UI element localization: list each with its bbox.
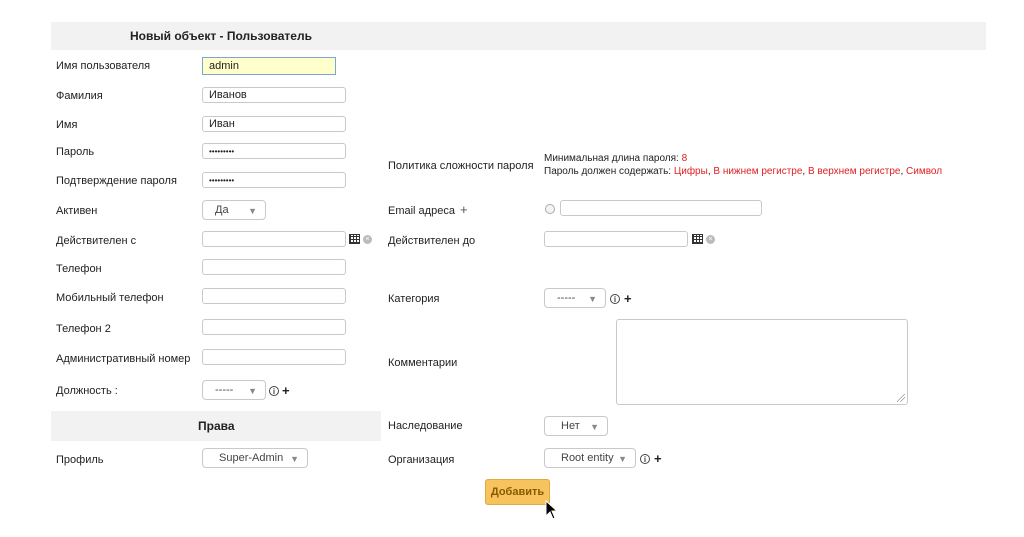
category-select[interactable]: [544, 288, 606, 308]
admin-number-input[interactable]: [202, 349, 346, 365]
email-input[interactable]: [560, 200, 762, 216]
organization-label: Организация: [388, 454, 455, 466]
plus-icon[interactable]: +: [654, 451, 662, 466]
valid-until-input[interactable]: [544, 231, 688, 247]
clear-icon[interactable]: ×: [706, 235, 715, 244]
password-confirm-input[interactable]: •••••••••: [202, 172, 346, 188]
position-label: Должность :: [56, 385, 118, 397]
calendar-icon[interactable]: [349, 234, 360, 244]
chevron-down-icon: ▼: [590, 422, 599, 432]
category-label: Категория: [388, 293, 440, 305]
comments-label: Комментарии: [388, 357, 458, 369]
add-email-plus-icon[interactable]: +: [460, 202, 468, 217]
password-confirm-label: Подтверждение пароля: [56, 175, 177, 187]
inheritance-select[interactable]: [544, 416, 608, 436]
inheritance-label: Наследование: [388, 420, 463, 432]
password-min-length: Минимальная длина пароля: 8: [544, 153, 688, 164]
add-button[interactable]: Добавить: [485, 479, 550, 505]
req-digits: Цифры: [673, 166, 708, 177]
chevron-down-icon: ▼: [290, 454, 299, 464]
phone-input[interactable]: [202, 259, 346, 275]
chevron-down-icon: ▼: [248, 206, 257, 216]
password-requirements: Пароль должен содержать: Цифры, В нижнем регистре, В верхнем регистре, Символ: [544, 166, 943, 177]
req-symbol: Символ: [906, 166, 943, 177]
phone-label: Телефон: [56, 263, 102, 275]
active-label: Активен: [56, 205, 98, 217]
clear-icon[interactable]: ×: [363, 235, 372, 244]
active-select-value: Да: [215, 204, 229, 216]
category-select-value: -----: [557, 292, 576, 304]
valid-until-label: Действителен до: [388, 235, 476, 247]
chevron-down-icon: ▼: [618, 454, 627, 464]
comments-textarea[interactable]: [616, 319, 908, 405]
profile-label: Профиль: [56, 454, 104, 466]
chevron-down-icon: ▼: [248, 386, 257, 396]
username-label: Имя пользователя: [56, 60, 151, 72]
organization-select[interactable]: [544, 448, 636, 468]
calendar-icon[interactable]: [692, 234, 703, 244]
req-upper: В верхнем регистре: [807, 166, 901, 177]
rights-title: Права: [198, 419, 235, 433]
chevron-down-icon: ▼: [588, 294, 597, 304]
profile-select[interactable]: [202, 448, 308, 468]
position-select[interactable]: [202, 380, 266, 400]
admin-number-label: Административный номер: [56, 353, 191, 365]
lastname-label: Фамилия: [56, 90, 103, 102]
email-default-radio[interactable]: [545, 204, 555, 214]
valid-from-input[interactable]: [202, 231, 346, 247]
lastname-input[interactable]: Иванов: [202, 87, 346, 103]
phone2-input[interactable]: [202, 319, 346, 335]
mobile-input[interactable]: [202, 288, 346, 304]
mouse-cursor-icon: [545, 500, 559, 520]
organization-select-value: Root entity: [561, 452, 614, 464]
username-input[interactable]: admin: [202, 57, 336, 75]
password-policy-label: Политика сложности пароля: [388, 160, 534, 172]
valid-from-label: Действителен с: [56, 235, 137, 247]
active-select[interactable]: [202, 200, 266, 220]
password-input[interactable]: •••••••••: [202, 143, 346, 159]
password-label: Пароль: [56, 146, 95, 158]
form-title: Новый объект - Пользователь: [130, 29, 312, 43]
email-label: Email адреса +: [388, 202, 468, 217]
info-icon[interactable]: i: [640, 454, 650, 464]
info-icon[interactable]: i: [610, 294, 620, 304]
plus-icon[interactable]: +: [624, 291, 632, 306]
mobile-label: Мобильный телефон: [56, 292, 164, 304]
firstname-input[interactable]: Иван: [202, 116, 346, 132]
min-length-value: 8: [681, 153, 688, 164]
profile-select-value: Super-Admin: [219, 452, 284, 464]
req-lower: В нижнем регистре: [713, 166, 803, 177]
plus-icon[interactable]: +: [282, 383, 290, 398]
firstname-label: Имя: [56, 119, 78, 131]
phone2-label: Телефон 2: [56, 323, 111, 335]
position-select-value: -----: [215, 384, 234, 396]
inheritance-select-value: Нет: [561, 420, 580, 432]
info-icon[interactable]: i: [269, 386, 279, 396]
resize-grip-icon[interactable]: [897, 394, 905, 402]
